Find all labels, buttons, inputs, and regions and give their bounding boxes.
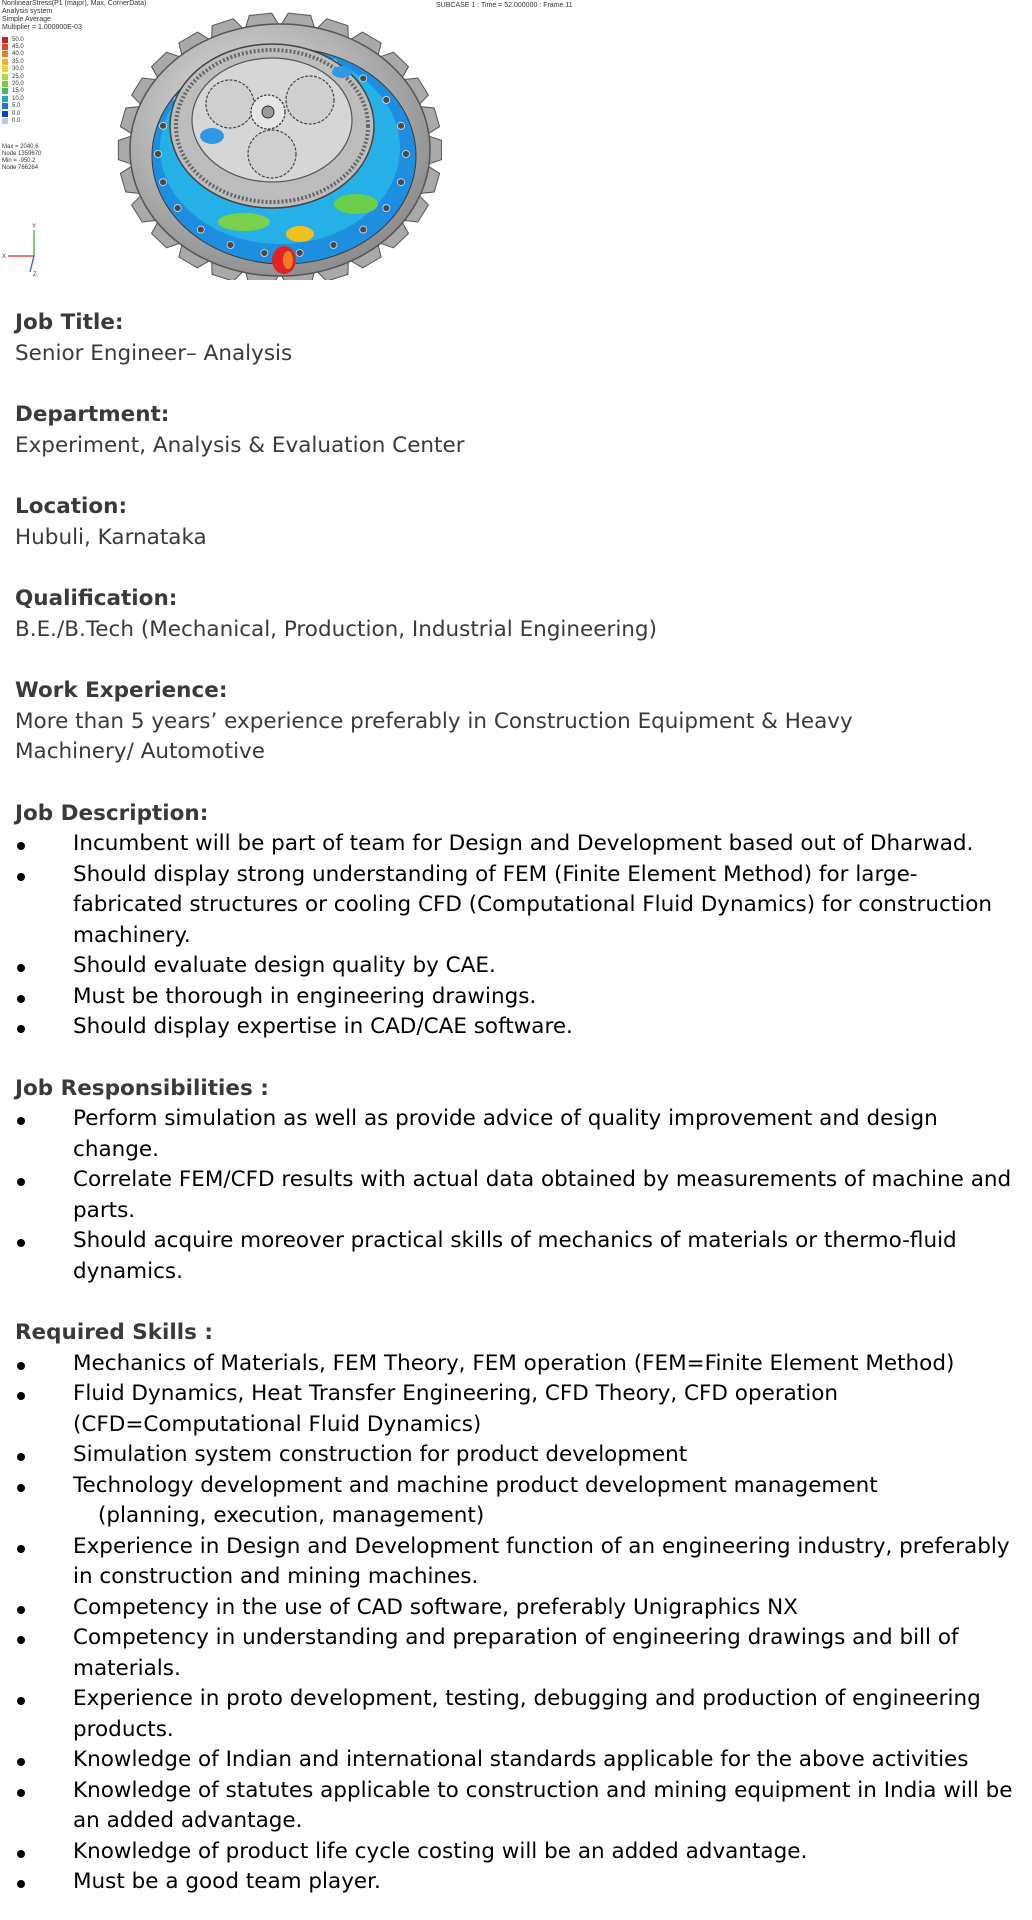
list-item: Correlate FEM/CFD results with actual data obtained by measurements of machine and parts.	[15, 1165, 1025, 1226]
legend-entry	[2, 36, 24, 43]
stress-patch	[334, 194, 378, 214]
job-responsibilities-list	[15, 1104, 1025, 1287]
stat-line: Node 1359670	[2, 151, 42, 157]
stress-patch	[218, 213, 270, 231]
list-item-text: (planning, execution, management)	[98, 1503, 485, 1528]
job-description-list	[15, 829, 1025, 1043]
list-item-text: Experience in Design and Development function of an engineering industry, preferably in construction and mining machines.	[73, 1533, 1010, 1589]
bolt-hole	[383, 96, 390, 103]
list-item: Should display strong understanding of FEM (Finite Element Method) for large-fabricated structures or cooling CFD (Computational Fluid Dynamics) for construction machinery.	[15, 860, 1025, 952]
legend-swatch	[2, 81, 8, 87]
bolt-hole	[403, 151, 410, 158]
legend-label: 40.0	[12, 51, 24, 58]
legend-label: 0.0	[12, 110, 21, 117]
fea-stress-figure	[0, 0, 573, 280]
work-experience-value: More than 5 years’ experience preferably in Construction Equipment & Heavy Machinery/ Automotive	[15, 708, 853, 764]
header-line: Simple Average	[2, 16, 51, 23]
legend-swatch	[2, 51, 8, 57]
legend-entry	[2, 66, 24, 73]
legend-swatch	[2, 59, 8, 65]
bolt-hole	[296, 249, 303, 256]
list-item: Should evaluate design quality by CAE.	[15, 951, 1025, 982]
legend-entry	[2, 95, 24, 102]
bolt-hole	[227, 241, 234, 248]
legend-label: 15.0	[12, 88, 24, 95]
list-item	[15, 1471, 1025, 1532]
bolt-hole	[360, 75, 367, 82]
legend-swatch	[2, 118, 8, 124]
header-line: NonlinearStress(P1 (major), Max, CornerData)	[2, 0, 147, 7]
list-item: Should display expertise in CAD/CAE software.	[15, 1012, 1025, 1043]
legend-swatch	[2, 37, 8, 43]
axis-label-z: Z	[33, 272, 37, 276]
list-item-text: Mechanics of Materials, FEM Theory, FEM operation (FEM=Finite Element Method)	[73, 1350, 955, 1376]
sprocket-tooth	[429, 136, 442, 164]
list-item	[15, 1623, 1025, 1684]
list-item	[15, 1776, 1025, 1837]
legend-label: 10.0	[12, 95, 24, 102]
bolt-hole	[330, 241, 337, 248]
sun-gear-hub	[262, 106, 274, 118]
department-label: Department:	[15, 402, 170, 427]
stress-patch	[332, 66, 352, 78]
legend-entry	[2, 73, 24, 80]
legend-label: 30.0	[12, 66, 24, 73]
header-line: Analysis system	[2, 8, 53, 15]
legend-label: 45.0	[12, 44, 24, 51]
required-skills-label: Required Skills :	[15, 1320, 214, 1345]
job-description-label: Job Description:	[15, 800, 209, 826]
list-item-text: Competency in the use of CAD software, preferably Unigraphics NX	[73, 1594, 798, 1620]
qualification-label: Qualification:	[15, 586, 178, 611]
legend-swatch	[2, 66, 8, 72]
plot-header-right: SUBCASE 1 : Time = 52.000000 : Frame 11	[436, 2, 573, 9]
stress-patch	[200, 128, 224, 144]
bolt-hole	[197, 226, 204, 233]
legend-entry	[2, 43, 24, 50]
legend-entry	[2, 103, 24, 110]
legend-swatch	[2, 111, 8, 117]
bolt-hole	[360, 226, 367, 233]
list-item: Should acquire moreover practical skills of mechanics of materials or thermo-fluid dynamics.	[15, 1226, 1025, 1287]
legend-entry	[2, 88, 24, 95]
bolt-hole	[397, 122, 404, 129]
bolt-hole	[383, 205, 390, 212]
legend-label: 25.0	[12, 73, 24, 80]
list-item: Must be thorough in engineering drawings.	[15, 982, 1025, 1013]
list-item	[15, 1349, 1025, 1380]
list-item: Perform simulation as well as provide advice of quality improvement and design change.	[15, 1104, 1025, 1165]
planet-gear	[248, 130, 296, 178]
contour-legend	[2, 36, 24, 125]
legend-entry	[2, 110, 24, 117]
planet-gear	[286, 76, 334, 124]
list-item	[15, 1593, 1025, 1624]
legend-swatch	[2, 96, 8, 102]
list-item	[15, 1684, 1025, 1745]
header-line: Multiplier = 1.000000E-03	[2, 24, 82, 31]
job-title-value: Senior Engineer– Analysis	[15, 340, 293, 366]
legend-swatch	[2, 44, 8, 50]
stress-patch	[286, 226, 314, 242]
stress-patch	[283, 251, 293, 269]
legend-label: 20.0	[12, 81, 24, 88]
legend-entry	[2, 51, 24, 58]
work-experience-label: Work Experience:	[15, 678, 228, 703]
stat-line: Node 766264	[2, 165, 39, 171]
list-item	[15, 1745, 1025, 1776]
list-item-text: Competency in understanding and preparation of engineering drawings and bill of materials.	[73, 1625, 959, 1681]
stat-line: Max = 2040.6	[2, 144, 39, 150]
list-item-text: Must be a good team player.	[73, 1869, 381, 1894]
job-posting	[15, 308, 1025, 1898]
axis-label-y: Y	[31, 224, 37, 230]
required-skills-list	[15, 1349, 1025, 1898]
location-label: Location:	[15, 494, 128, 519]
job-title-label: Job Title:	[15, 310, 124, 335]
list-item-text: Knowledge of statutes applicable to construction and mining equipment in India will be an added advantage.	[73, 1777, 1013, 1833]
list-item	[15, 1837, 1025, 1868]
bolt-hole	[160, 179, 167, 186]
legend-swatch	[2, 103, 8, 109]
job-responsibilities-label: Job Responsibilities :	[15, 1075, 269, 1101]
axis-triad-icon	[0, 222, 44, 276]
bolt-hole	[397, 179, 404, 186]
bolt-hole	[261, 249, 268, 256]
list-item-text: Fluid Dynamics, Heat Transfer Engineering, CFD Theory, CFD operation	[73, 1381, 839, 1406]
sprocket-tooth	[118, 136, 131, 164]
location-value: Hubuli, Karnataka	[15, 524, 207, 550]
list-item-text: Simulation system construction for product development	[73, 1442, 688, 1467]
list-item	[15, 1440, 1025, 1471]
legend-label: 0.0	[12, 117, 21, 124]
gear-fea-model-image	[112, 8, 442, 280]
legend-swatch	[2, 74, 8, 80]
bolt-hole	[160, 122, 167, 129]
list-item-text: Knowledge of product life cycle costing will be an added advantage.	[73, 1838, 808, 1864]
list-item	[15, 1532, 1025, 1593]
list-item-text: Technology development and machine product development management	[73, 1472, 878, 1498]
planet-gear	[206, 80, 254, 128]
bolt-hole	[174, 205, 181, 212]
legend-swatch	[2, 88, 8, 94]
list-item: Incumbent will be part of team for Design and Development based out of Dharwad.	[15, 829, 1025, 860]
stat-line: Min = -950.2	[2, 158, 36, 164]
list-item-text: (CFD=Computational Fluid Dynamics)	[73, 1411, 482, 1437]
legend-label: 5.0	[12, 103, 21, 110]
contour-stats	[2, 144, 41, 172]
list-item	[15, 1867, 1025, 1898]
axis-label-x: X	[2, 254, 7, 260]
list-item-text: Experience in proto development, testing, debugging and production of engineering products.	[73, 1686, 981, 1742]
legend-entry	[2, 80, 24, 87]
list-item	[15, 1379, 1025, 1440]
legend-entry	[2, 117, 24, 124]
legend-label: 50.0	[12, 36, 24, 43]
department-value: Experiment, Analysis & Evaluation Center	[15, 432, 465, 458]
bolt-hole	[155, 151, 162, 158]
list-item-text: Knowledge of Indian and international standards applicable for the above activities	[73, 1747, 969, 1772]
legend-label: 35.0	[12, 58, 24, 65]
qualification-value: B.E./B.Tech (Mechanical, Production, Industrial Engineering)	[15, 616, 657, 642]
legend-entry	[2, 58, 24, 65]
